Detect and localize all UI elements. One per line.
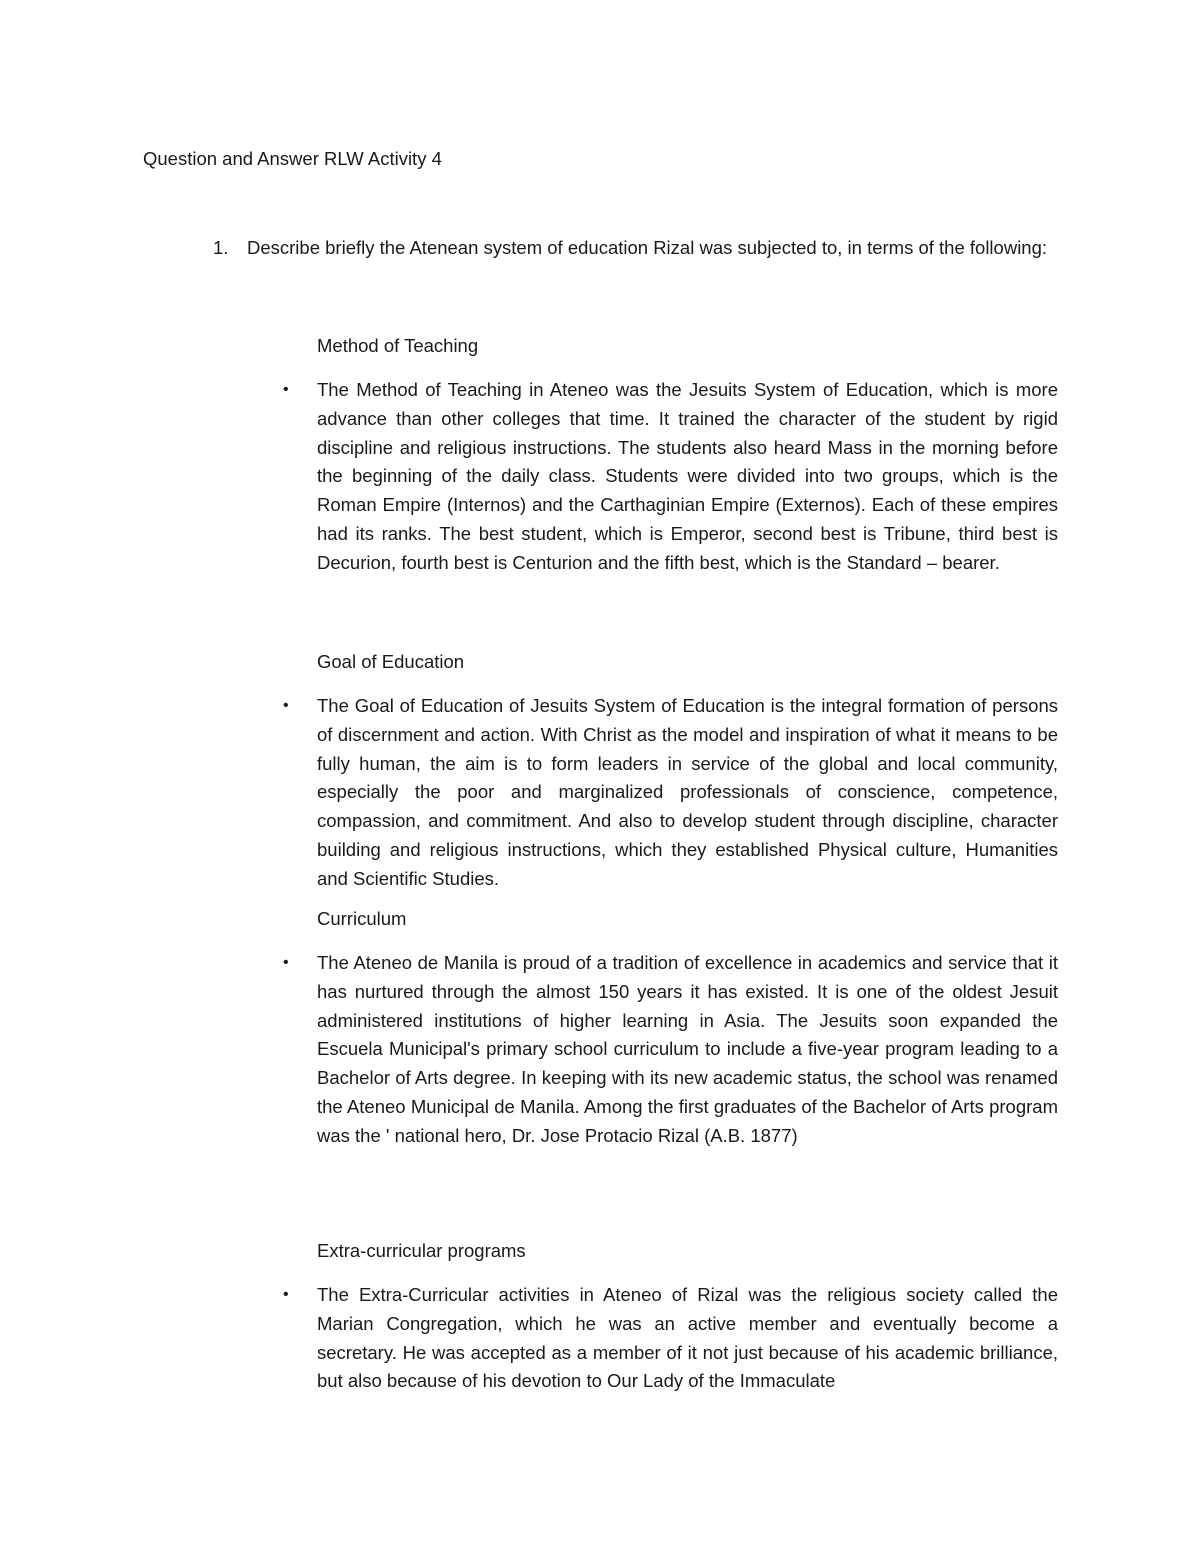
- section-heading: Method of Teaching: [317, 335, 479, 356]
- bullet-item: [283, 949, 1058, 1151]
- document-title: Question and Answer RLW Activity 4: [143, 148, 442, 169]
- bullet-text: The Method of Teaching in Ateneo was the Jesuits System of Education, which is more advance than other colleges that time. It trained the character of the student by rigid discipline and religious instructions. The students also heard Mass in the morning before the beginning of the daily class. Students were divided into two groups, which is the Roman Empire (Internos) and the Carthaginian Empire (Externos). Each of these empires had its ranks. The best student, which is Emperor, second best is Tribune, third best is Decurion, fourth best is Centurion and the fifth best, which is the Standard – bearer.: [317, 379, 1058, 573]
- bullet-text: The Extra-Curricular activities in Ateneo of Rizal was the religious society called the Marian Congregation, which he was an active member and eventually become a secretary. He was accepted as a member of it not just because of his academic brilliance, but also because of his devotion to Our Lady of the Immaculate: [317, 1284, 1058, 1392]
- bullet-item: [283, 1281, 1058, 1396]
- section-heading: Curriculum: [317, 908, 407, 929]
- section-goal-of-education: [283, 650, 1058, 894]
- bullet-icon: •: [283, 1286, 289, 1303]
- question-item: [213, 233, 1058, 262]
- question-text: Describe briefly the Atenean system of education Rizal was subjected to, in terms of the following:: [247, 237, 1048, 258]
- bullet-icon: •: [283, 381, 289, 398]
- section-heading: Extra-curricular programs: [317, 1240, 526, 1261]
- question-number: 1.: [213, 237, 229, 258]
- bullet-item: [283, 692, 1058, 894]
- section-curriculum: [283, 907, 1058, 1151]
- section-extra-curricular-programs: [283, 1239, 1058, 1396]
- section-method-of-teaching: [283, 334, 1058, 578]
- bullet-text: The Ateneo de Manila is proud of a tradition of excellence in academics and service that it has nurtured through the almost 150 years it has existed. It is one of the oldest Jesuit administered institutions of higher learning in Asia. The Jesuits soon expanded the Escuela Municipal's primary school curriculum to include a five-year program leading to a Bachelor of Arts degree. In keeping with its new academic status, the school was renamed the Ateneo Municipal de Manila. Among the first graduates of the Bachelor of Arts program was the ' national hero, Dr. Jose Protacio Rizal (A.B. 1877): [317, 952, 1058, 1146]
- bullet-item: [283, 376, 1058, 578]
- bullet-icon: •: [283, 954, 289, 971]
- section-heading: Goal of Education: [317, 651, 465, 672]
- bullet-icon: •: [283, 697, 289, 714]
- bullet-text: The Goal of Education of Jesuits System of Education is the integral formation of persons of discernment and action. With Christ as the model and inspiration of what it means to be fully human, the aim is to form leaders in service of the global and local community, especially the poor and marginalized professionals of conscience, competence, compassion, and commitment. And also to develop student through discipline, character building and religious instructions, which they established Physical culture, Humanities and Scientific Studies.: [317, 695, 1058, 889]
